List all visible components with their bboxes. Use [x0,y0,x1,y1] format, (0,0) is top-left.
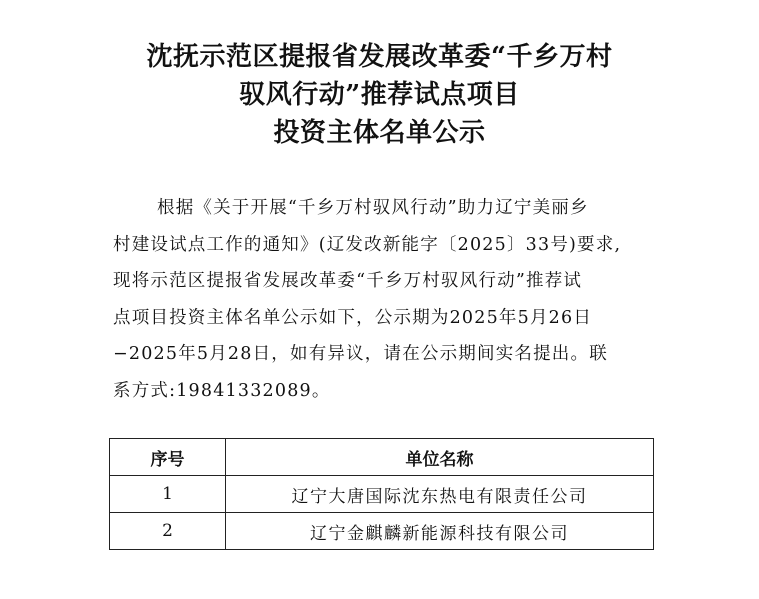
header-serial-number: 序号 [110,439,226,476]
title-line-1: 沈抚示范区提报省发展改革委“千乡万村 [146,42,613,72]
body-line-4: 点项目投资主体名单公示如下，公示期为2025年5月26日 [113,307,593,328]
header-unit-name: 单位名称 [226,439,654,476]
table-row [110,513,654,550]
body-line-5: −2025年5月28日，如有异议，请在公示期间实名提出。联 [113,344,608,364]
body-line-6: 系方式:19841332089。 [113,380,331,401]
row-unit-name: 辽宁金麒麟新能源科技有限公司 [226,513,654,550]
row-serial-number: 1 [110,476,226,513]
title-line-2: 驭风行动”推荐试点项目 [239,80,520,110]
table-row [110,476,654,513]
row-unit-name: 辽宁大唐国际沈东热电有限责任公司 [226,476,654,513]
body-line-3: 现将示范区提报省发展改革委“千乡万村驭风行动”推荐试 [113,271,583,291]
notice-body [113,190,659,409]
table-header-row [110,439,654,476]
body-line-2: 村建设试点工作的通知》(辽发改新能字〔2025〕33号)要求, [113,234,622,255]
row-serial-number: 2 [110,513,226,550]
title-line-3: 投资主体名单公示 [273,118,486,148]
investor-list-table [109,438,654,550]
body-line-1: 根据《关于开展“千乡万村驭风行动”助力辽宁美丽乡 [157,198,589,218]
document-title [0,38,759,152]
